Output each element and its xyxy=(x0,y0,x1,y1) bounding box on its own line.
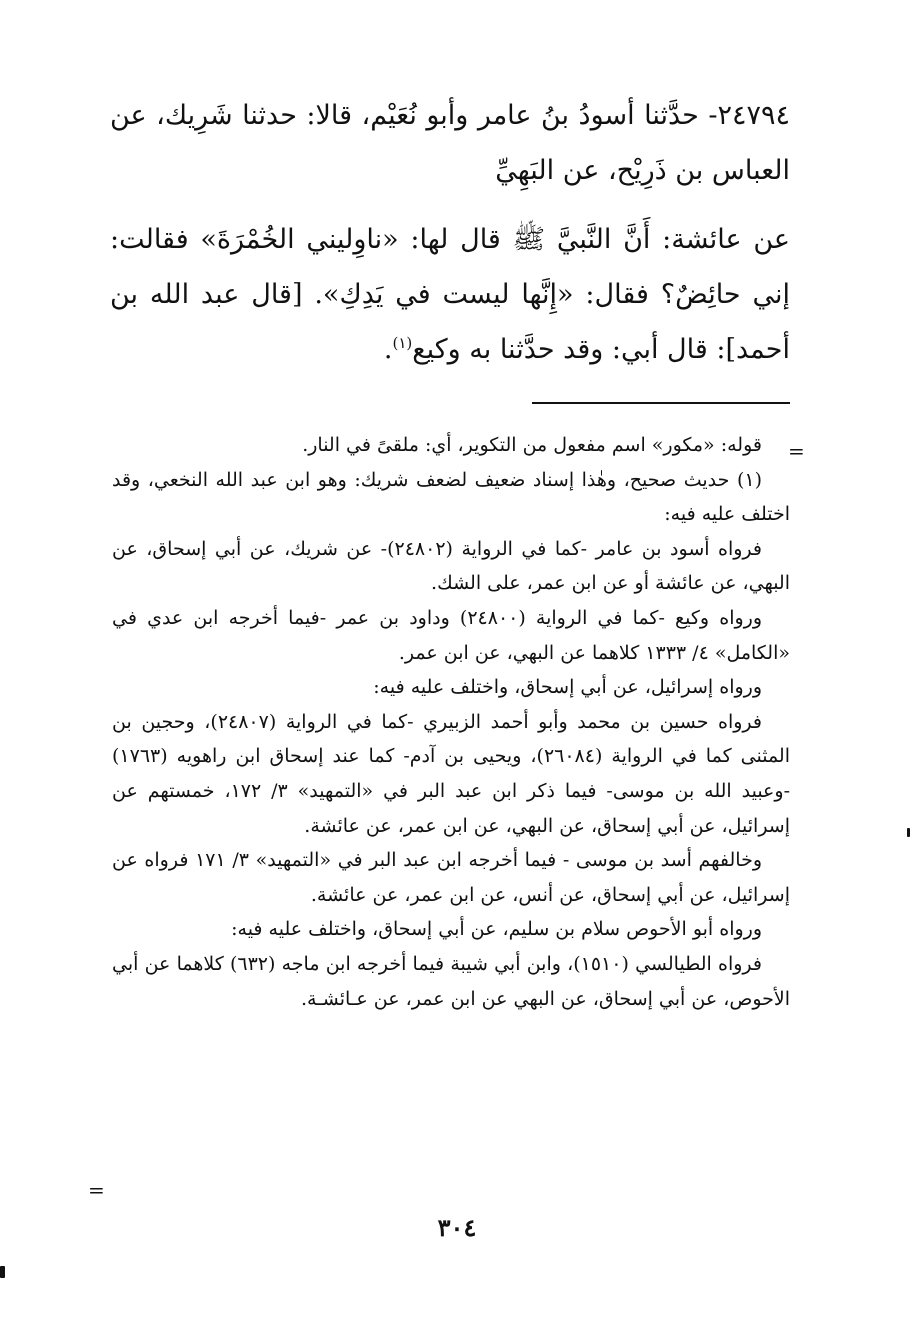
footnote-line: قوله: «مكور» اسم مفعول من التكوير، أي: ملقىً في النار. xyxy=(302,434,762,456)
footnote-line: وخالفهم أسد بن موسى - فيما أخرجه ابن عبد البر في «التمهيد» ٣/ ١٧١ فرواه عن إسرائيل، عن أبي إسحاق، عن أنس، عن ابن عمر، عن عائشة. xyxy=(112,849,790,906)
footnote-line: ورواه إسرائيل، عن أبي إسحاق، واختلف عليه فيه: xyxy=(373,676,762,699)
hadith-text: عن عائشة: أَنَّ النَّبيَّ ﷺ قال لها: «ناوِليني الخُمْرَةَ» فقالت: إني حائِضٌ؟ فقال: «إِنَّها ليست في يَدِكِ». [قال عبد الله بن أحمد]: قال أبي: وقد حدَّثنا به وكيع xyxy=(110,224,790,365)
footnote-line: ورواه أبو الأحوص سلام بن سليم، عن أبي إسحاق، واختلف عليه فيه: xyxy=(231,918,762,941)
hadith-text-paragraph xyxy=(110,212,790,377)
continuation-mark-bottom: = xyxy=(88,1178,105,1202)
footnote-line: (١) حديث صحيح، وهٰذا إسناد ضعيف لضعف شريك: وهو ابن عبد الله النخعي، وقد اختلف عليه فيه: xyxy=(112,468,790,526)
footnotes-block xyxy=(112,428,790,1016)
page-number: ٣٠٤ xyxy=(437,1213,477,1242)
footnote-divider xyxy=(532,402,790,404)
footnote-line: ورواه وكيع -كما في الرواية (٢٤٨٠٠) وداود بن عمر -فيما أخرجه ابن عدي في «الكامل» ٤/ ١٣٣٣ كلاهما عن البهي، عن ابن عمر. xyxy=(112,606,790,664)
footnote-ref: (١) xyxy=(392,334,413,352)
hadith-block xyxy=(110,88,790,377)
footnote-line: فرواه حسين بن محمد وأبو أحمد الزبيري -كما في الرواية (٢٤٨٠٧)، وحجين بن المثنى كما في الرواية (٢٦٠٨٤)، ويحيى بن آدم- كما عند إسحاق ابن راهويه (١٧٦٣) -وعبيد الله بن موسى- فيما ذكر ابن عبد البر في «التمهيد» ٣/ ١٧٢، خمستهم عن إسرائيل، عن أبي إسحاق، عن البهي، عن ابن عمر، عن عائشة. xyxy=(112,710,790,837)
footnote-line: فرواه الطيالسي (١٥١٠)، وابن أبي شيبة فيما أخرجه ابن ماجه (٦٣٢) كلاهما عن أبي الأحوص، عن أبي إسحاق، عن البهي عن ابن عمر، عن عـائشـة. xyxy=(112,952,790,1010)
footnote-line: فرواه أسود بن عامر -كما في الرواية (٢٤٨٠٢)- عن شريك، عن أبي إسحاق، عن البهي، عن عائشة أو عن ابن عمر، على الشك. xyxy=(112,537,790,595)
continuation-mark-top: = xyxy=(788,439,805,463)
hadith-end-period: . xyxy=(383,334,393,365)
scan-speck xyxy=(907,828,910,837)
scan-speck xyxy=(0,1266,5,1278)
hadith-header: ٢٤٧٩٤- حدَّثنا أسودُ بنُ عامر وأبو نُعَيْم، قالا: حدثنا شَرِيك، عن العباس بن ذَرِيْح، عن البَهِيِّ xyxy=(110,100,790,186)
